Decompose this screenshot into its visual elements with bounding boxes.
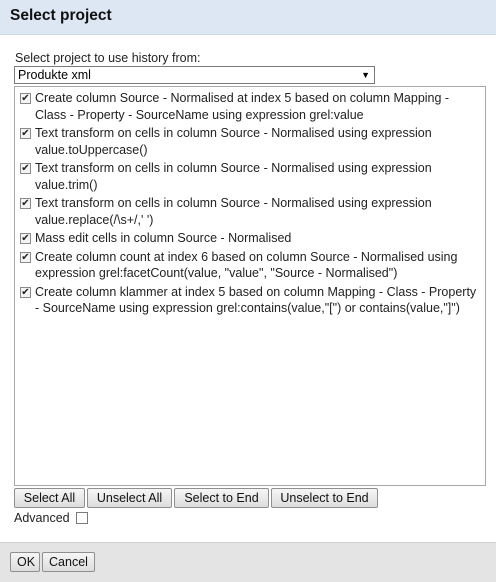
- history-item[interactable]: [15, 284, 485, 317]
- history-item[interactable]: [15, 249, 485, 282]
- history-item-label: Text transform on cells in column Source - Normalised using expression value.trim(): [35, 161, 432, 192]
- history-item-checkbox[interactable]: ✔: [21, 233, 30, 244]
- history-item-label: Text transform on cells in column Source - Normalised using expression value.toUppercase(): [35, 126, 432, 157]
- ok-button[interactable]: OK: [10, 552, 40, 572]
- project-dropdown-value: Produkte xml: [18, 68, 91, 82]
- dropdown-arrow-icon: ▼: [361, 70, 370, 80]
- select-to-end-button[interactable]: Select to End: [174, 488, 269, 508]
- history-item-checkbox[interactable]: ✔: [21, 128, 30, 139]
- dialog-header: [0, 0, 496, 35]
- advanced-label: Advanced: [14, 511, 70, 525]
- history-item-checkbox[interactable]: ✔: [21, 93, 30, 104]
- history-list[interactable]: [14, 86, 486, 486]
- unselect-to-end-button[interactable]: Unselect to End: [271, 488, 378, 508]
- unselect-all-button[interactable]: Unselect All: [87, 488, 172, 508]
- history-item-label: Mass edit cells in column Source - Normalised: [35, 231, 292, 245]
- history-item[interactable]: [15, 90, 485, 123]
- history-item-label: Create column klammer at index 5 based on column Mapping - Class - Property - SourceName using expression grel:contains(value,"[") or contains(value,"]"): [35, 284, 477, 315]
- dialog-title: Select project: [10, 7, 112, 24]
- history-item-checkbox[interactable]: ✔: [21, 251, 30, 263]
- history-item[interactable]: [15, 230, 485, 247]
- history-item[interactable]: [15, 160, 485, 193]
- cancel-button[interactable]: Cancel: [42, 552, 95, 572]
- advanced-checkbox[interactable]: [76, 512, 88, 524]
- history-item-label: Create column Source - Normalised at index 5 based on column Mapping - Class - Property - SourceName using expression grel:value: [35, 91, 450, 122]
- history-item-checkbox[interactable]: ✔: [21, 198, 30, 209]
- history-item-checkbox[interactable]: ✔: [21, 286, 30, 298]
- project-dropdown[interactable]: [14, 66, 375, 84]
- history-item-label: Create column count at index 6 based on column Source - Normalised using expression grel:facetCount(value, "value", "Source - Normalised"): [35, 249, 458, 280]
- history-item-label: Text transform on cells in column Source - Normalised using expression value.replace(/\s+/,' '): [35, 196, 432, 227]
- history-item-checkbox[interactable]: ✔: [21, 163, 30, 174]
- select-all-button[interactable]: Select All: [14, 488, 85, 508]
- history-item[interactable]: [15, 125, 485, 158]
- history-item[interactable]: [15, 195, 485, 228]
- project-select-label: Select project to use history from:: [15, 51, 201, 65]
